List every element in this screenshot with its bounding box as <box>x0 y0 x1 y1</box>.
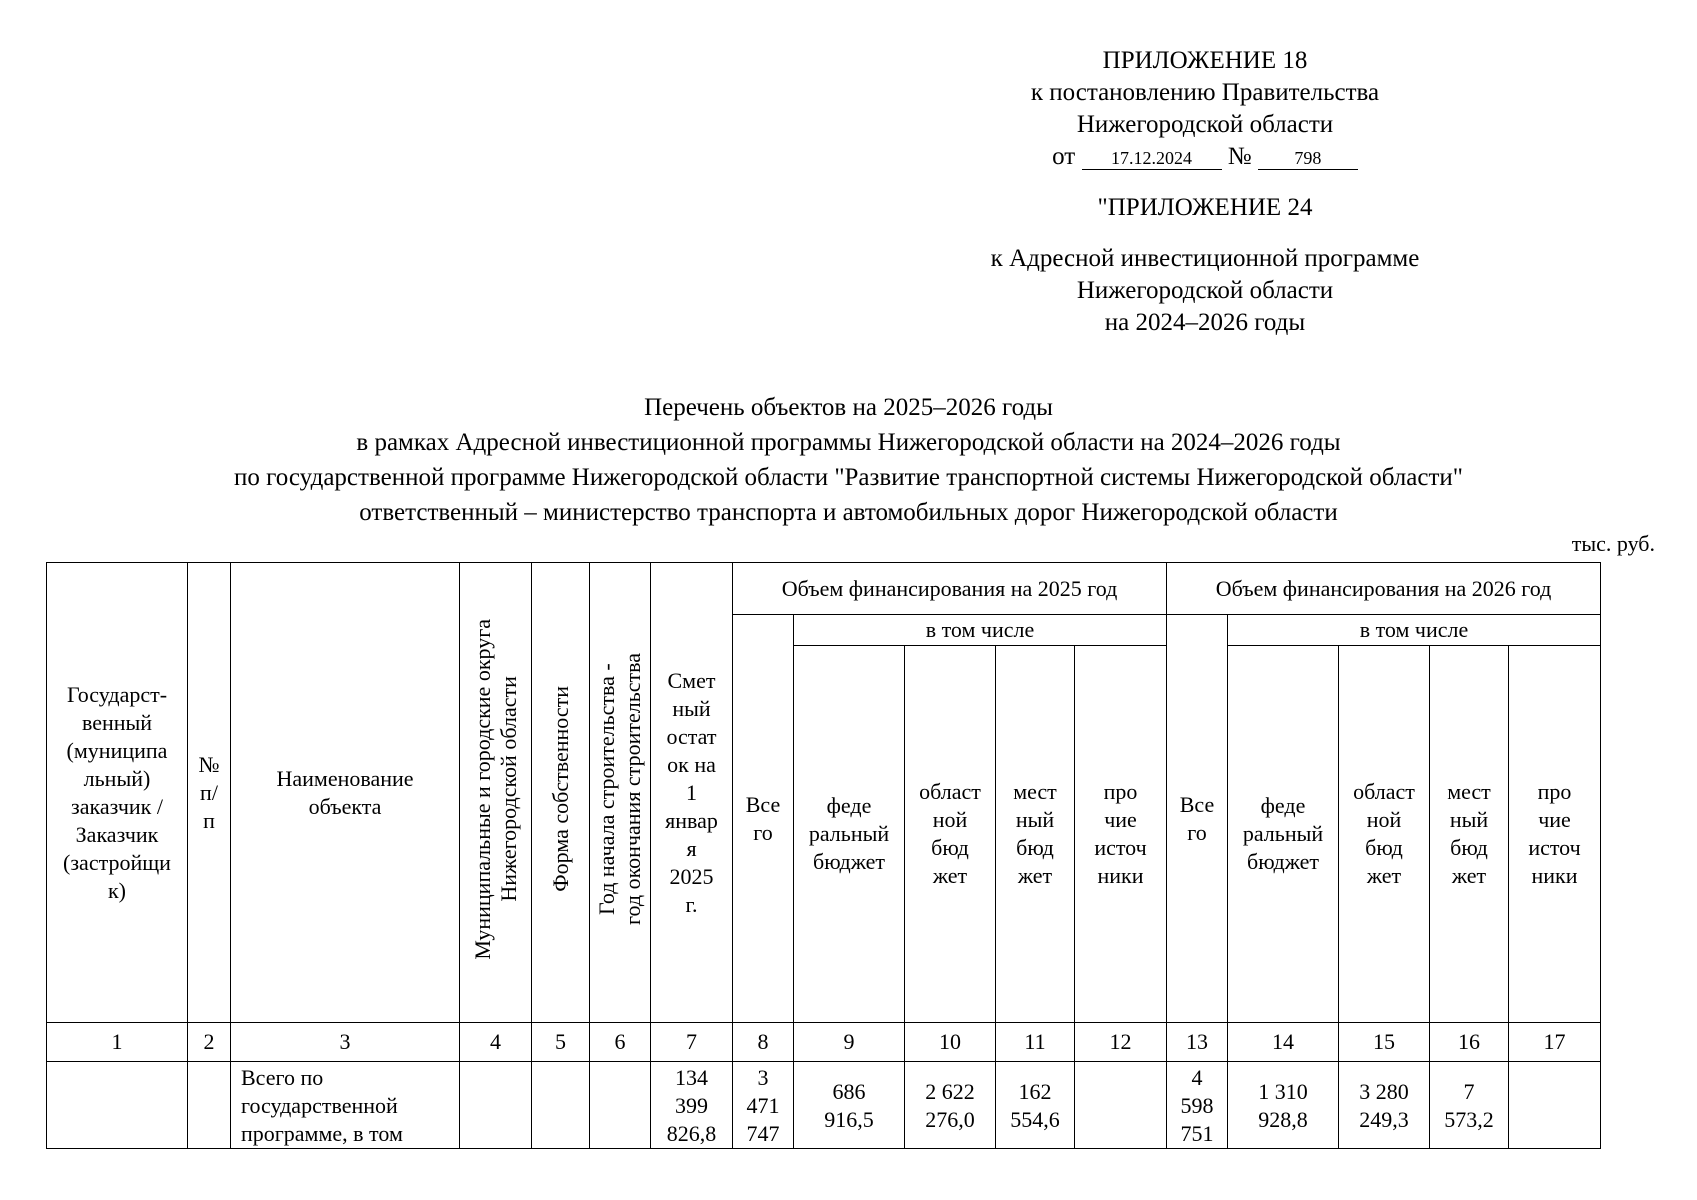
cell-customer <box>47 1062 188 1149</box>
col-number: 14 <box>1228 1023 1339 1062</box>
program-line-1: к Адресной инвестиционной программе <box>990 245 1420 272</box>
header-municipal-text: Муниципальные и городские округа Нижегородской области <box>469 618 521 960</box>
appendix-header <box>960 45 1450 173</box>
header-years <box>590 563 651 1023</box>
cell-federal-2026: 1 310 928,8 <box>1228 1062 1339 1149</box>
col-number: 12 <box>1075 1023 1167 1062</box>
col-number: 15 <box>1339 1023 1430 1062</box>
header-regional-2025: област ной бюд жет <box>905 646 996 1023</box>
cell-local-2026: 7 573,2 <box>1430 1062 1509 1149</box>
header-local-2025: мест ный бюд жет <box>996 646 1075 1023</box>
header-local-2026: мест ный бюд жет <box>1430 646 1509 1023</box>
title-line-2: в рамках Адресной инвестиционной программы Нижегородской области на 2024–2026 годы <box>356 429 1341 456</box>
col-number: 1 <box>47 1023 188 1062</box>
resolution-line: к постановлению Правительства <box>1030 79 1380 106</box>
appendix24-header <box>960 192 1450 224</box>
header-ownership-text: Форма собственности <box>547 686 573 892</box>
col-number: 10 <box>905 1023 996 1062</box>
header-ownership <box>532 563 590 1023</box>
col-number: 8 <box>733 1023 794 1062</box>
header-financing-2026: Объем финансирования на 2026 год <box>1167 563 1601 615</box>
title-line-4: ответственный – министерство транспорта и автомобильных дорог Нижегородской области <box>359 499 1338 526</box>
header-financing-2025: Объем финансирования на 2025 год <box>733 563 1167 615</box>
cell-num <box>188 1062 231 1149</box>
col-number: 17 <box>1509 1023 1601 1062</box>
table-row <box>47 1062 1601 1149</box>
header-total-2025: Все го <box>733 615 794 1023</box>
header-estimate: Смет ный остат ок на 1 январ я 2025 г. <box>651 563 733 1023</box>
from-prefix: от <box>1052 143 1076 170</box>
resolution-date: 17.12.2024 <box>1082 147 1222 170</box>
col-number: 2 <box>188 1023 231 1062</box>
col-number: 7 <box>651 1023 733 1062</box>
header-federal-2025: феде ральный бюджет <box>794 646 905 1023</box>
title-line-3: по государственной программе Нижегородской области "Развитие транспортной системы Нижегородской области" <box>234 464 1463 491</box>
cell-municipal <box>460 1062 532 1149</box>
objects-table <box>46 562 1601 1149</box>
cell-total-2025: 3 471 747 <box>733 1062 794 1149</box>
appendix24-title: "ПРИЛОЖЕНИЕ 24 <box>1097 194 1313 221</box>
header-num: № п/ п <box>188 563 231 1023</box>
document-title <box>0 390 1697 530</box>
header-federal-2026: феде ральный бюджет <box>1228 646 1339 1023</box>
col-number: 13 <box>1167 1023 1228 1062</box>
header-customer: Государст- венный (муниципа льный) заказчик / Заказчик (застройщи к) <box>47 563 188 1023</box>
cell-total-2026: 4 598 751 <box>1167 1062 1228 1149</box>
col-number: 3 <box>231 1023 460 1062</box>
date-number-line <box>960 141 1450 173</box>
col-number: 9 <box>794 1023 905 1062</box>
header-municipal <box>460 563 532 1023</box>
header-regional-2026: област ной бюд жет <box>1339 646 1430 1023</box>
program-line-2: Нижегородской области <box>1076 277 1334 304</box>
program-line-3: на 2024–2026 годы <box>1104 309 1306 336</box>
title-line-1: Перечень объектов на 2025–2026 годы <box>644 394 1053 421</box>
col-number: 6 <box>590 1023 651 1062</box>
header-including-2026: в том числе <box>1228 615 1601 646</box>
col-number: 16 <box>1430 1023 1509 1062</box>
appendix-title: ПРИЛОЖЕНИЕ 18 <box>1102 47 1308 74</box>
cell-federal-2025: 686 916,5 <box>794 1062 905 1149</box>
units-label: тыс. руб. <box>1571 531 1655 556</box>
header-total-2026: Все го <box>1167 615 1228 1023</box>
cell-regional-2025: 2 622 276,0 <box>905 1062 996 1149</box>
program-header <box>960 243 1450 339</box>
cell-estimate: 134 399 826,8 <box>651 1062 733 1149</box>
region-line: Нижегородской области <box>1076 111 1334 138</box>
col-number: 11 <box>996 1023 1075 1062</box>
cell-regional-2026: 3 280 249,3 <box>1339 1062 1430 1149</box>
cell-local-2025: 162 554,6 <box>996 1062 1075 1149</box>
cell-other-2025 <box>1075 1062 1167 1149</box>
cell-ownership <box>532 1062 590 1149</box>
cell-other-2026 <box>1509 1062 1601 1149</box>
col-number: 5 <box>532 1023 590 1062</box>
header-including-2025: в том числе <box>794 615 1167 646</box>
cell-years <box>590 1062 651 1149</box>
col-number: 4 <box>460 1023 532 1062</box>
column-number-row <box>47 1023 1601 1062</box>
resolution-number: 798 <box>1258 147 1358 170</box>
cell-object-name: Всего по государственной программе, в том <box>231 1062 460 1149</box>
header-other-2026: про чие источ ники <box>1509 646 1601 1023</box>
header-object-name: Наименование объекта <box>231 563 460 1023</box>
header-years-text: Год начала строительства - год окончания строительства <box>594 653 645 925</box>
number-sign: № <box>1227 143 1252 170</box>
header-other-2025: про чие источ ники <box>1075 646 1167 1023</box>
